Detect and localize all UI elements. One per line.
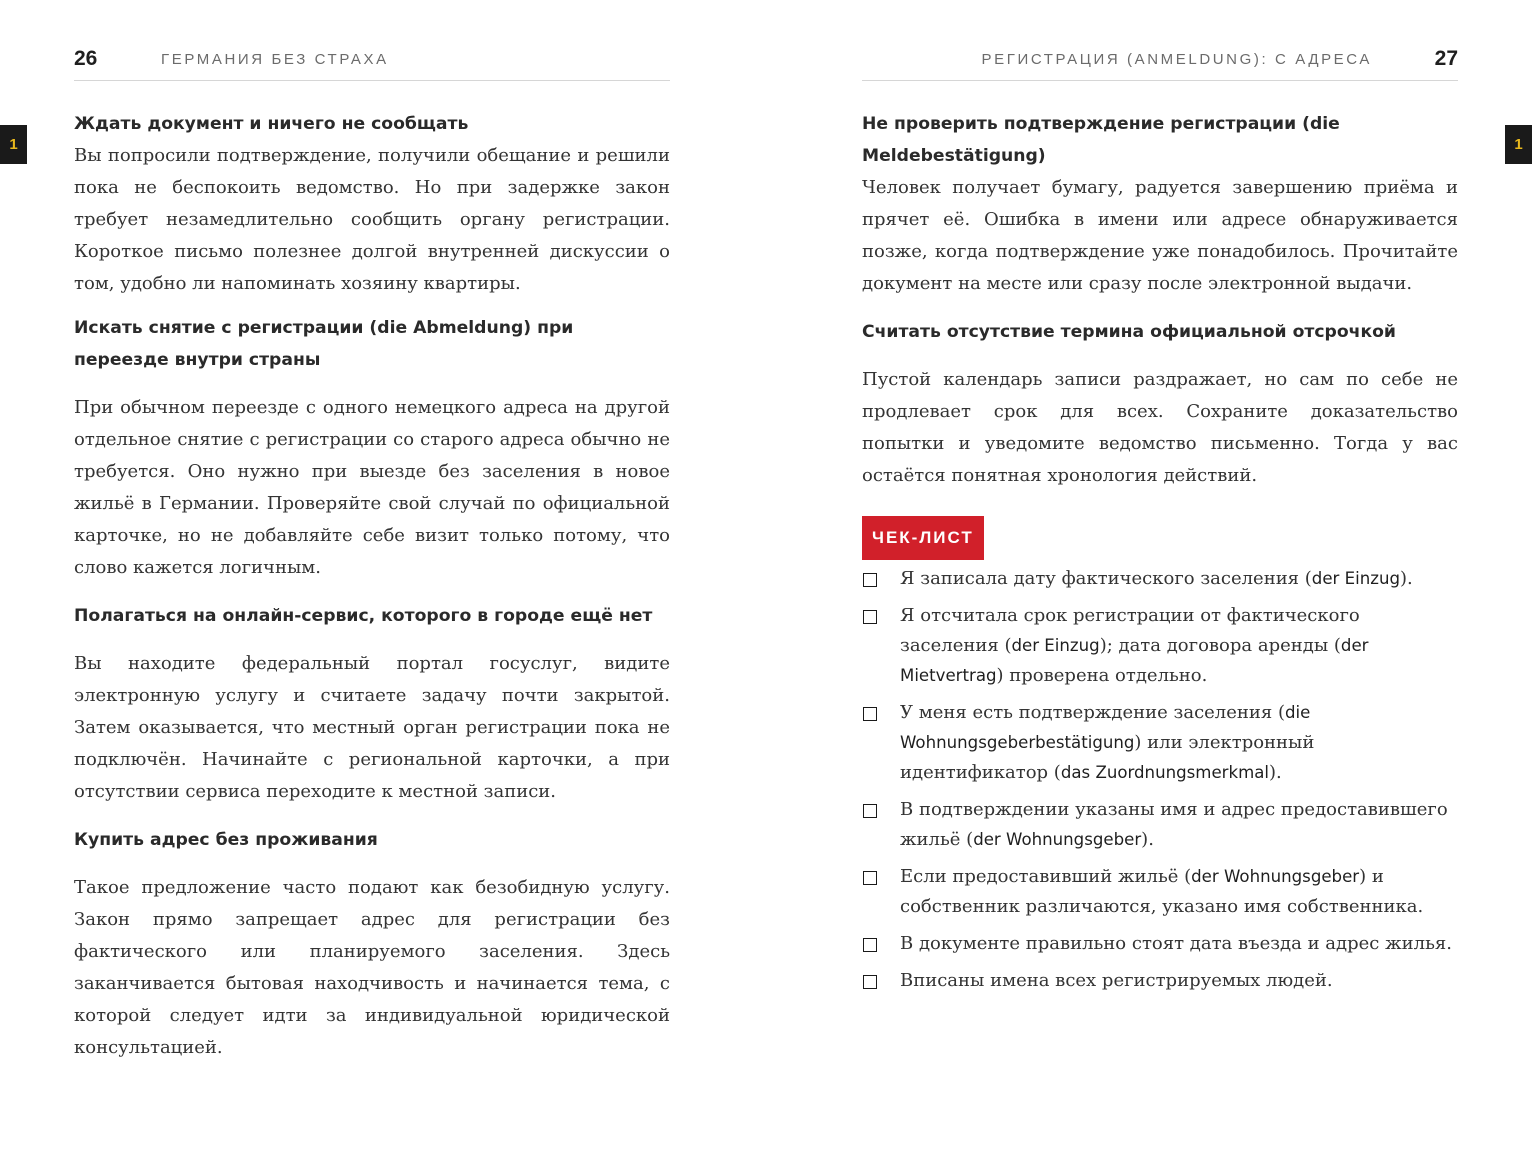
german-term: die Wohnungsgeberbestätigung [900,703,1311,752]
checklist-item [862,601,1458,691]
page-number-right: 27 [1434,47,1458,70]
running-title-left: ГЕРМАНИЯ БЕЗ СТРАХА [161,51,389,68]
section-body: Человек получает бумагу, радуется завершению приёма и прячет её. Ошибка в имени или адресе обнаруживается позже, когда подтверждение уже понадобилось. Прочитайте документ на месте или сразу после электронной выдачи. [862,177,1458,294]
checklist-item [862,966,1458,996]
section-body: Вы попросили подтверждение, получили обещание и решили пока не беспокоить ведомство. Но при задержке закон требует незамедлительно сообщить органу регистрации. Короткое письмо полезнее долгой внутренней дискуссии о том, удобно ли напоминать хозяину квартиры. [74,145,670,294]
checkbox-icon[interactable] [863,610,877,624]
section-body: При обычном переезде с одного немецкого адреса на другой отдельное снятие с регистрации со старого адреса обычно не требуется. Оно нужно при выезде без заселения в новое жильё в Германии. Проверяйте свой случай по официальной карточке, но не добавляйте себе визит только потому, что слово кажется логичным. [74,397,670,578]
checklist-item [862,795,1458,855]
section-heading: Не проверить подтверждение регистрации (die Meldebestätigung) [862,114,1340,166]
german-term: der Einzug [1311,569,1401,588]
section-heading: Ждать документ и ничего не сообщать [74,114,469,134]
running-head-right [862,46,1458,81]
section-heading: Купить адрес без проживания [74,830,378,850]
section-body: Пустой календарь записи раздражает, но сам по себе не продлевает срок для всех. Сохраните доказательство попытки и уведомите ведомство письменно. Тогда у вас остаётся понятная хронология действий. [862,369,1458,486]
section-heading: Считать отсутствие термина официальной отсрочкой [862,322,1396,342]
checklist-badge: ЧЕК-ЛИСТ [862,516,984,560]
german-term: der Wohnungsgeber [973,830,1142,849]
page-number-left: 26 [74,47,98,70]
section-body: Вы находите федеральный портал госуслуг, видите электронную услугу и считаете задачу почти закрытой. Затем оказывается, что местный орган регистрации пока не подключён. Начинайте с региональной карточки, а при отсутствии сервиса переходите к местной записи. [74,653,670,802]
checklist-item-text: Если предоставивший жильё (der Wohnungsgeber) и собственник различаются, указано имя собственника. [900,866,1424,917]
checklist-item [862,862,1458,922]
checklist-item-text: Я записала дату фактического заселения (der Einzug). [900,568,1413,589]
left-content [74,108,670,1064]
checkbox-icon[interactable] [863,804,877,818]
checkbox-icon[interactable] [863,938,877,952]
chapter-tab-left: 1 [0,125,27,164]
checklist-item-text: В документе правильно стоят дата въезда и адрес жилья. [900,933,1452,954]
chapter-tab-right: 1 [1505,125,1532,164]
checklist-item [862,564,1458,594]
checkbox-icon[interactable] [863,573,877,587]
checklist-item [862,929,1458,959]
checkbox-icon[interactable] [863,707,877,721]
running-title-right: РЕГИСТРАЦИЯ (ANMELDUNG): С АДРЕСА [981,51,1372,68]
checklist-item-text: В подтверждении указаны имя и адрес предоставившего жильё (der Wohnungsgeber). [900,799,1448,850]
checkbox-icon[interactable] [863,975,877,989]
checkbox-icon[interactable] [863,871,877,885]
german-term: der Mietvertrag [900,636,1369,685]
right-content [862,108,1458,1003]
checklist-item-text: Я отсчитала срок регистрации от фактического заселения (der Einzug); дата договора аренды (der Mietvertrag) проверена отдельно. [900,605,1369,686]
section-heading: Искать снятие с регистрации (die Abmeldung) при переезде внутри страны [74,318,574,370]
section-body: Такое предложение часто подают как безобидную услугу. Закон прямо запрещает адрес для регистрации без фактического или планируемого заселения. Здесь заканчивается бытовая находчивость и начинается тема, с которой следует идти за индивидуальной юридической консультацией. [74,877,670,1058]
checklist-item [862,698,1458,788]
checklist-item-text: Вписаны имена всех регистрируемых людей. [900,970,1333,991]
checklist-item-text: У меня есть подтверждение заселения (die Wohnungsgeberbestätigung) или электронный идентификатор (das Zuordnungsmerkmal). [900,702,1315,783]
german-term: das Zuordnungsmerkmal [1060,763,1270,782]
checklist [862,564,1458,996]
running-head-left [74,46,670,81]
german-term: der Einzug [1011,636,1100,655]
german-term: der Wohnungsgeber [1191,867,1360,886]
section-heading: Полагаться на онлайн-сервис, которого в городе ещё нет [74,606,653,626]
